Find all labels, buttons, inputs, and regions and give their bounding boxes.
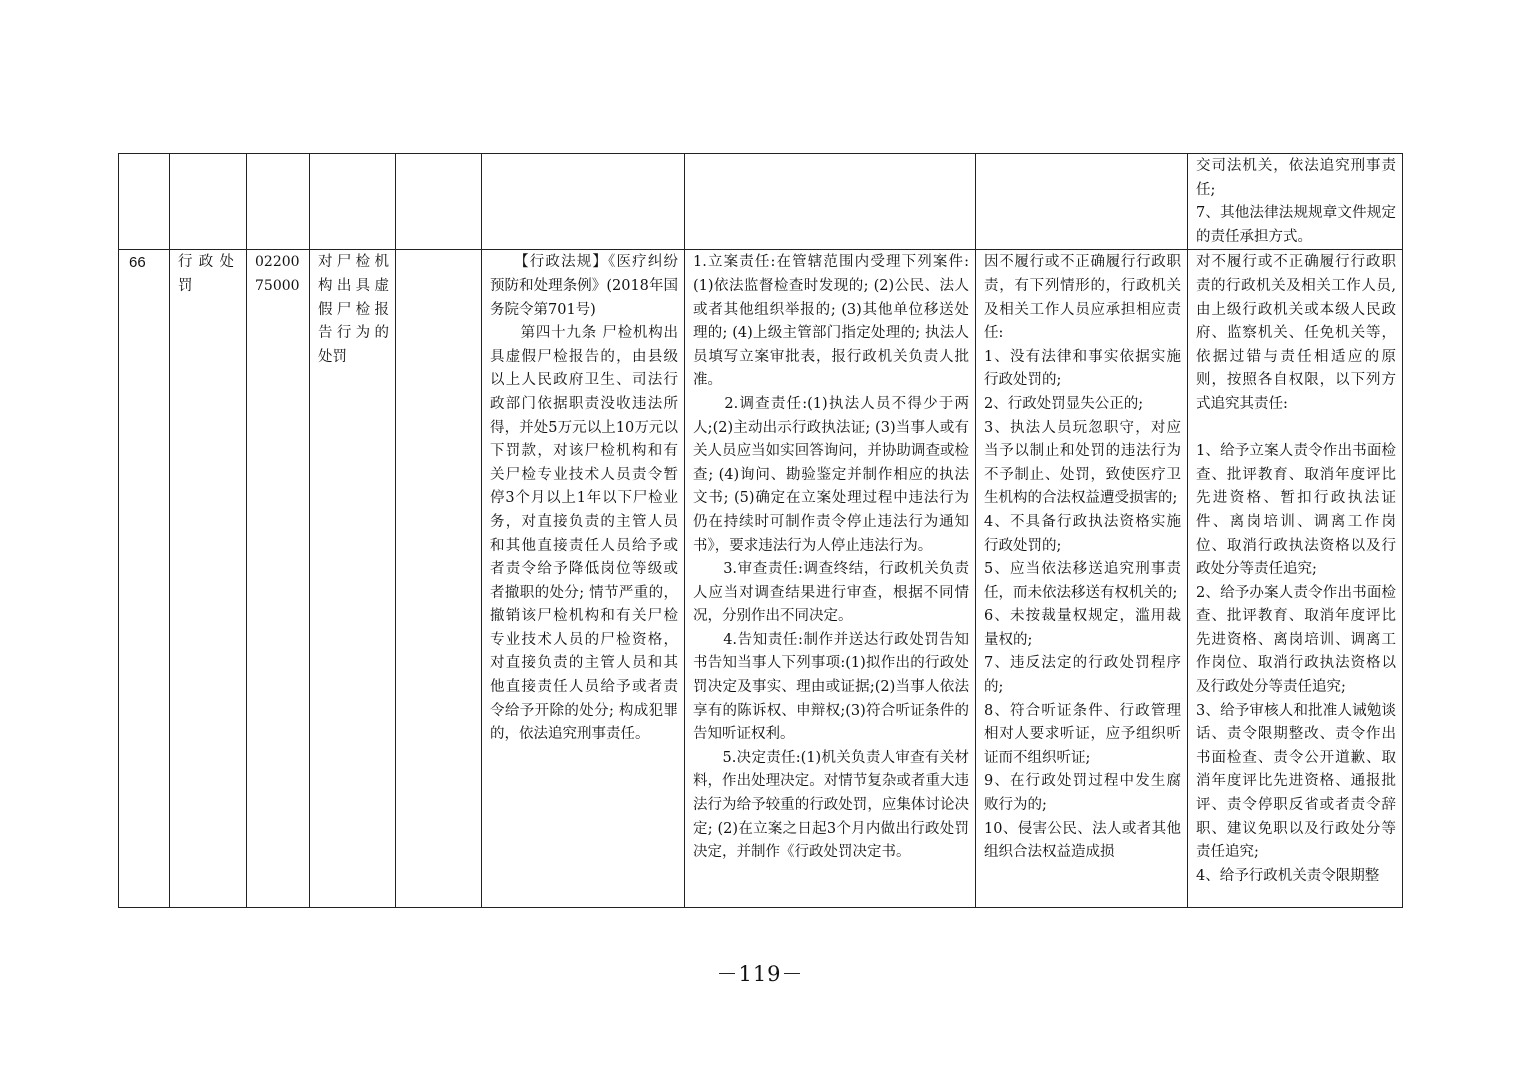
cell-code <box>247 250 310 908</box>
cell-category <box>170 154 247 250</box>
code-text: 02200 75000 <box>255 254 300 294</box>
cell-responsibilities <box>685 154 976 250</box>
sub-item-text <box>396 250 481 251</box>
cell-responsibilities <box>685 250 976 908</box>
cell-item-name <box>310 250 396 908</box>
methods-text: 对不履行或不正确履行行政职责的行政机关及相关工作人员,由上级行政机关或本级人民政府、监察机关、任免机关等，依据过错与责任相适应的原则，按照各自权限，以下列方式追究其责任: 1、给予立案人责令作出书面检查、批评教育、取消年度评比先进资格、暂扣行政执法证件、离岗培训、调离工作岗位、取消行政执法资格以及行政处分等责任追究; 2、给予办案人责令作出书面检查、批评教育、取消年度评比先进资格、离岗培训、调离工作岗位、取消行政执法资格以及行政处分等责任追究; 3、给予审核人和批准人诫勉谈话、责令限期整改、责令作出书面检查、责令公开道歉、取消年度评比先进资格、通报批评、责令停职反省或者责令辞职、建议免职以及行政处分等责任追究; 4、给予行政机关责令限期整 <box>1196 254 1396 884</box>
cell-accountability-situations <box>976 250 1188 908</box>
table-row-continued <box>119 154 1403 250</box>
cell-accountability-methods <box>1188 154 1403 250</box>
category-text: 行政处罚 <box>178 254 240 294</box>
page-number: －119－ <box>716 962 804 986</box>
legal-basis-text: 【行政法规】《医疗纠纷预防和处理条例》(2018年国务院令第701号) 第四十九条 尸检机构出具虚假尸检报告的，由县级以上人民政府卫生、司法行政部门依据职责没收违法所得，并处5万元以上10万元以下罚款，对该尸检机构和有关尸检专业技术人员责令暂停3个月以上1年以下尸检业务，对直接负责的主管人员和其他直接责任人员给予或者责令给予降低岗位等级或者撤职的处分; 情节严重的，撤销该尸检机构和有关尸检专业技术人员的尸检资格，对直接负责的主管人员和其他直接责任人员给予或者责令给予开除的处分; 构成犯罪的，依法追究刑事责任。 <box>490 254 678 743</box>
cell-item-name <box>310 154 396 250</box>
cell-category <box>170 250 247 908</box>
cell-legal-basis <box>482 250 685 908</box>
continued-methods-text: 交司法机关，依法追究刑事责任; 7、其他法律法规规章文件规定的责任承担方式。 <box>1196 158 1396 245</box>
cell-accountability-methods <box>1188 250 1403 908</box>
cell-code <box>247 154 310 250</box>
cell-number <box>119 250 170 908</box>
table-row-66 <box>119 250 1403 908</box>
situations-text: 因不履行或不正确履行行政职责，有下列情形的，行政机关及相关工作人员应承担相应责任: 1、没有法律和事实依据实施行政处罚的; 2、行政处罚显失公正的; 3、执法人员玩忽职守，对应当予以制止和处罚的违法行为不予制止、处罚，致使医疗卫生机构的合法权益遭受损害的; 4、不具备行政执法资格实施行政处罚的; 5、应当依法移送追究刑事责任，而未依法移送有权机关的; 6、未按裁量权规定，滥用裁量权的; 7、违反法定的行政处罚程序的; 8、符合听证条件、行政管理相对人要求听证，应予组织听证而不组织听证; 9、在行政处罚过程中发生腐败行为的; 10、侵害公民、法人或者其他组织合法权益造成损 <box>984 254 1181 861</box>
cell-accountability-situations <box>976 154 1188 250</box>
item-name-text: 对尸检机构出具虚假尸检报告行为的处罚 <box>318 254 389 365</box>
cell-legal-basis <box>482 154 685 250</box>
responsibilities-text: 1.立案责任:在管辖范围内受理下列案件:(1)依法监督检查时发现的; (2)公民、法人或者其他组织举报的; (3)其他单位移送处理的; (4)上级主管部门指定处理的; 执法人员填写立案审批表，报行政机关负责人批准。 2.调查责任:(1)执法人员不得少于两人;(2)主动出示行政执法证; (3)当事人或有关人员应当如实回答询问，并协助调查或检查; (4)询问、勘验鉴定并制作相应的执法文书; (5)确定在立案处理过程中违法行为仍在持续时可制作责令停止违法行为通知书》，要求违法行为人停止违法行为。 3.审查责任:调查终结，行政机关负责人应当对调查结果进行审查，根据不同情况，分别作出不同决定。 4.告知责任:制作并送达行政处罚告知书告知当事人下列事项:(1)拟作出的行政处罚决定及事实、理由或证据;(2)当事人依法享有的陈诉权、申辩权;(3)符合听证条件的告知听证权利。 5.决定责任:(1)机关负责人审查有关材料，作出处理决定。对情节复杂或者重大违法行为给予较重的行政处罚，应集体讨论决定; (2)在立案之日起3个月内做出行政处罚决定，并制作《行政处罚决定书。 <box>693 254 969 861</box>
row-number: 66 <box>129 254 146 272</box>
cell-sub-item <box>396 250 482 908</box>
cell-number <box>119 154 170 250</box>
responsibility-table <box>118 153 1403 908</box>
cell-sub-item <box>396 154 482 250</box>
